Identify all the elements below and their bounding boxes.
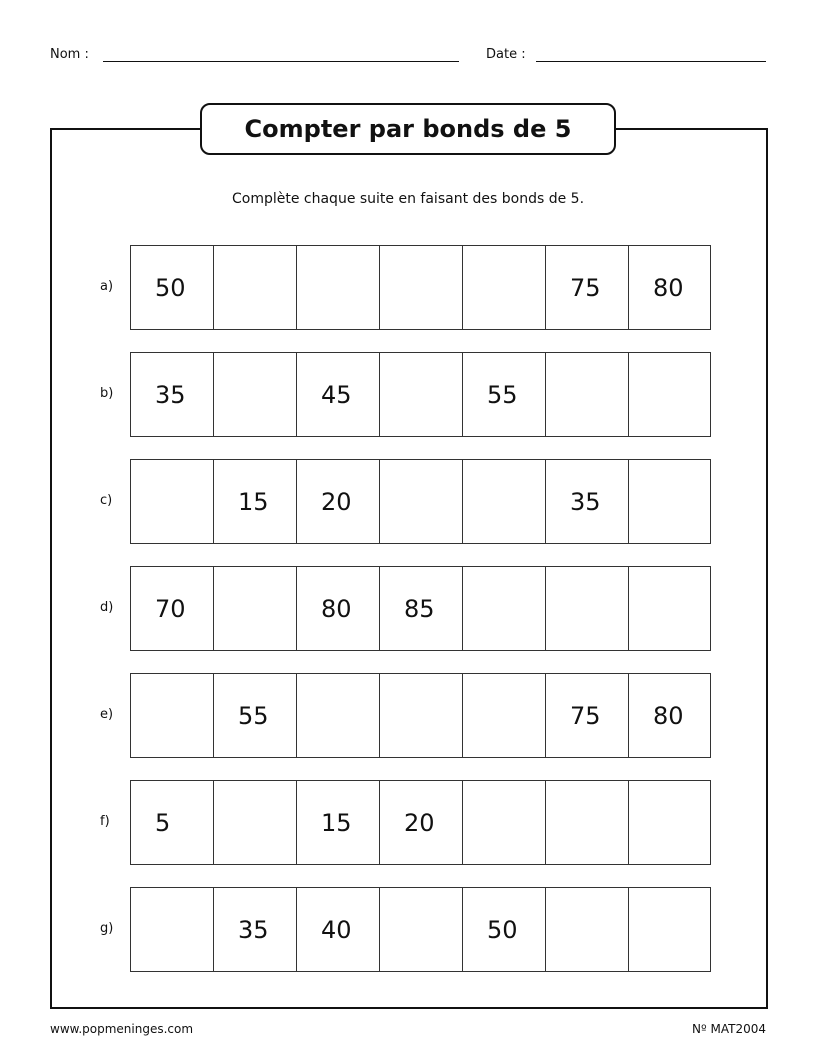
name-label: Nom : [50, 47, 89, 62]
sequence-cell-given: 15 [213, 460, 296, 543]
sequence-cell-given: 15 [296, 781, 379, 864]
sequence-cell-given: 85 [379, 567, 462, 650]
sequence-row [130, 780, 711, 865]
sequence-cell-blank[interactable] [130, 460, 213, 543]
sequence-cell-blank[interactable] [462, 460, 545, 543]
instruction: Complète chaque suite en faisant des bonds de 5. [231, 191, 585, 207]
sequence-cell-given: 20 [296, 460, 379, 543]
sequence-cell-given: 40 [296, 888, 379, 971]
sequence-cell-blank[interactable] [628, 781, 711, 864]
sequence-cell-given: 75 [545, 246, 628, 329]
sequence-cell-blank[interactable] [213, 353, 296, 436]
sequence-cell-given: 55 [213, 674, 296, 757]
sequence-cell-blank[interactable] [628, 353, 711, 436]
sequence-cell-blank[interactable] [130, 674, 213, 757]
sequence-cell-blank[interactable] [379, 353, 462, 436]
sequence-cell-blank[interactable] [545, 567, 628, 650]
sequence-cell-given: 5 [130, 781, 213, 864]
date-field[interactable] [536, 61, 766, 62]
name-field[interactable] [103, 61, 459, 62]
row-label: f) [100, 814, 110, 829]
sequence-cell-given: 80 [628, 246, 711, 329]
sequence-cell-blank[interactable] [545, 888, 628, 971]
sequence-cell-blank[interactable] [628, 888, 711, 971]
sequence-cell-blank[interactable] [628, 567, 711, 650]
sequence-cell-blank[interactable] [296, 246, 379, 329]
sequence-row [130, 459, 711, 544]
sequence-cell-blank[interactable] [379, 246, 462, 329]
sequence-cell-blank[interactable] [462, 781, 545, 864]
sequence-cell-blank[interactable] [462, 674, 545, 757]
sequence-row [130, 673, 711, 758]
sequence-cell-given: 50 [462, 888, 545, 971]
sequence-cell-blank[interactable] [213, 781, 296, 864]
sequence-cell-blank[interactable] [213, 246, 296, 329]
sequence-cell-given: 80 [628, 674, 711, 757]
sequence-cell-given: 45 [296, 353, 379, 436]
sequence-cell-given: 55 [462, 353, 545, 436]
sequence-cell-given: 35 [213, 888, 296, 971]
sequence-cell-blank[interactable] [462, 246, 545, 329]
row-label: e) [100, 707, 114, 722]
sequence-cell-blank[interactable] [213, 567, 296, 650]
row-label: c) [100, 493, 113, 508]
sequence-cell-blank[interactable] [130, 888, 213, 971]
sequence-cell-blank[interactable] [628, 460, 711, 543]
sequence-row [130, 245, 711, 330]
sequence-row [130, 887, 711, 972]
sequence-cell-blank[interactable] [545, 781, 628, 864]
sequence-cell-given: 80 [296, 567, 379, 650]
row-label: a) [100, 279, 114, 294]
page-title: Compter par bonds de 5 [200, 103, 616, 155]
sequence-cell-blank[interactable] [462, 567, 545, 650]
row-label: d) [100, 600, 114, 615]
sequence-row [130, 352, 711, 437]
sequence-cell-given: 35 [130, 353, 213, 436]
sequence-cell-given: 50 [130, 246, 213, 329]
date-label: Date : [486, 47, 526, 62]
sequence-cell-blank[interactable] [296, 674, 379, 757]
sequence-cell-blank[interactable] [379, 888, 462, 971]
footer-code: Nº MAT2004 [692, 1022, 766, 1036]
sequence-cell-blank[interactable] [379, 460, 462, 543]
footer-website: www.popmeninges.com [50, 1022, 194, 1036]
sequence-cell-given: 70 [130, 567, 213, 650]
sequence-cell-given: 75 [545, 674, 628, 757]
row-label: g) [100, 921, 114, 936]
sequence-cell-given: 20 [379, 781, 462, 864]
sequence-cell-given: 35 [545, 460, 628, 543]
sequence-row [130, 566, 711, 651]
row-label: b) [100, 386, 114, 401]
sequence-cell-blank[interactable] [379, 674, 462, 757]
sequence-cell-blank[interactable] [545, 353, 628, 436]
